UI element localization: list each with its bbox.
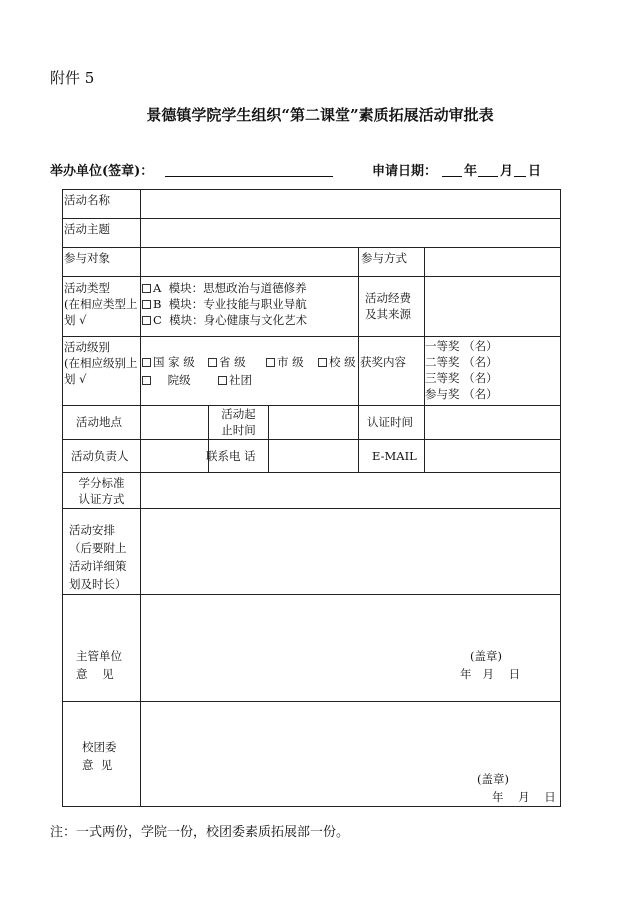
participants-label: 参与对象	[64, 251, 110, 265]
credit-label-1: 学分标准	[78, 476, 125, 490]
checkbox-icon[interactable]	[142, 300, 151, 309]
time-label-1: 活动起	[221, 407, 256, 421]
month-label: 月	[500, 164, 514, 179]
level-option-national[interactable]	[142, 354, 195, 370]
awards-label: 获奖内容	[360, 355, 406, 369]
type-option-a-code: A	[153, 281, 162, 295]
footnote: 注：一式两份，学院一份，校团委素质拓展部一份。	[50, 825, 350, 840]
apply-date-label: 申请日期：	[372, 164, 438, 179]
contact-phone-label: 联系电 话	[206, 449, 256, 463]
supervisor-stamp: (盖章)	[470, 649, 502, 663]
credit-field[interactable]	[141, 473, 560, 508]
youth-league-stamp: (盖章)	[477, 772, 509, 786]
attachment-label: 附件 5	[50, 69, 95, 87]
youth-league-label-2: 意 见	[82, 758, 113, 772]
participants-field[interactable]	[141, 248, 358, 276]
arrangement-field[interactable]	[141, 509, 560, 594]
award-participation[interactable]: 参与奖 （名）	[425, 387, 498, 401]
person-in-charge-label: 活动负责人	[71, 449, 129, 463]
time-label-2: 止时间	[221, 423, 256, 437]
award-third[interactable]: 三等奖 （名）	[425, 371, 498, 385]
level-option-city[interactable]	[266, 354, 304, 370]
time-field[interactable]	[269, 406, 358, 439]
type-option-c-code: C	[153, 313, 162, 327]
checkbox-icon[interactable]	[142, 316, 151, 325]
person-in-charge-field[interactable]	[141, 440, 208, 472]
level-school-text: 校 级	[329, 355, 356, 369]
cert-time-label: 认证时间	[367, 415, 413, 429]
participation-mode-field[interactable]	[425, 248, 560, 276]
award-second[interactable]: 二等奖 （名）	[425, 355, 498, 369]
type-option-c[interactable]	[142, 312, 307, 328]
day-blank[interactable]	[514, 176, 526, 177]
year-label: 年	[464, 164, 478, 179]
email-label: E-MAIL	[372, 449, 417, 463]
activity-type-label-1: 活动类型	[64, 281, 110, 295]
supervisor-label-2: 意 见	[76, 667, 114, 681]
checkbox-icon[interactable]	[318, 358, 327, 367]
activity-name-field[interactable]	[141, 190, 560, 218]
arrangement-label-1: 活动安排	[69, 523, 115, 537]
contact-phone-field[interactable]	[269, 440, 358, 472]
funding-label-2: 及其来源	[365, 307, 411, 321]
month-blank[interactable]	[478, 176, 498, 177]
credit-label-2: 认证方式	[78, 492, 125, 506]
organizer-label: 举办单位(签章)：	[50, 164, 154, 179]
youth-league-date: 年 月 日	[492, 790, 556, 804]
checkbox-icon[interactable]	[218, 376, 227, 385]
funding-label-1: 活动经费	[365, 291, 411, 305]
level-city-text: 市 级	[277, 355, 304, 369]
level-option-provincial[interactable]	[208, 354, 246, 370]
supervisor-label-1: 主管单位	[76, 649, 122, 663]
checkbox-icon[interactable]	[142, 358, 151, 367]
type-option-b[interactable]	[142, 296, 307, 312]
level-college-text: 院级	[167, 373, 191, 387]
cert-time-field[interactable]	[425, 406, 560, 439]
type-option-a-text: 模块：思想政治与道德修养	[168, 281, 307, 295]
type-option-b-code: B	[153, 297, 162, 311]
level-option-club[interactable]	[218, 372, 252, 388]
type-option-c-text: 模块：身心健康与文化艺术	[169, 313, 308, 327]
arrangement-label-2: （后要附上	[69, 541, 127, 555]
level-club-text: 社团	[229, 373, 252, 387]
checkbox-icon[interactable]	[208, 358, 217, 367]
type-option-b-text: 模块：专业技能与职业导航	[168, 297, 307, 311]
participation-mode-label: 参与方式	[361, 251, 407, 265]
checkbox-icon[interactable]	[266, 358, 275, 367]
activity-type-label-2: (在相应类型上	[64, 297, 138, 311]
activity-level-label-1: 活动级别	[64, 340, 110, 354]
checkbox-icon[interactable]	[142, 376, 151, 385]
activity-name-label: 活动名称	[64, 193, 110, 207]
activity-theme-label: 活动主题	[64, 222, 110, 236]
funding-field[interactable]	[425, 277, 560, 336]
email-field[interactable]	[425, 440, 560, 472]
location-field[interactable]	[141, 406, 208, 439]
day-label: 日	[528, 164, 542, 179]
arrangement-label-4: 划及时长）	[69, 577, 127, 591]
activity-type-label-3: 划 √	[64, 313, 87, 327]
arrangement-label-3: 活动详细策	[69, 559, 127, 573]
level-option-college[interactable]	[142, 372, 191, 388]
supervisor-date: 年 月 日	[460, 667, 521, 681]
level-national-text: 国 家 级	[153, 355, 195, 369]
level-option-school[interactable]	[318, 354, 356, 370]
organizer-signature-line[interactable]	[165, 176, 333, 177]
location-label: 活动地点	[76, 415, 122, 429]
award-first[interactable]: 一等奖 （名）	[425, 339, 498, 353]
level-provincial-text: 省 级	[219, 355, 246, 369]
type-option-a[interactable]	[142, 280, 307, 296]
page-title: 景德镇学院学生组织“第二课堂”素质拓展活动审批表	[146, 106, 494, 124]
checkbox-icon[interactable]	[142, 284, 151, 293]
activity-level-label-2: (在相应级别上	[64, 356, 138, 370]
activity-theme-field[interactable]	[141, 219, 560, 247]
youth-league-label-1: 校团委	[82, 740, 117, 754]
activity-level-label-3: 划 √	[64, 372, 87, 386]
year-blank[interactable]	[442, 176, 462, 177]
